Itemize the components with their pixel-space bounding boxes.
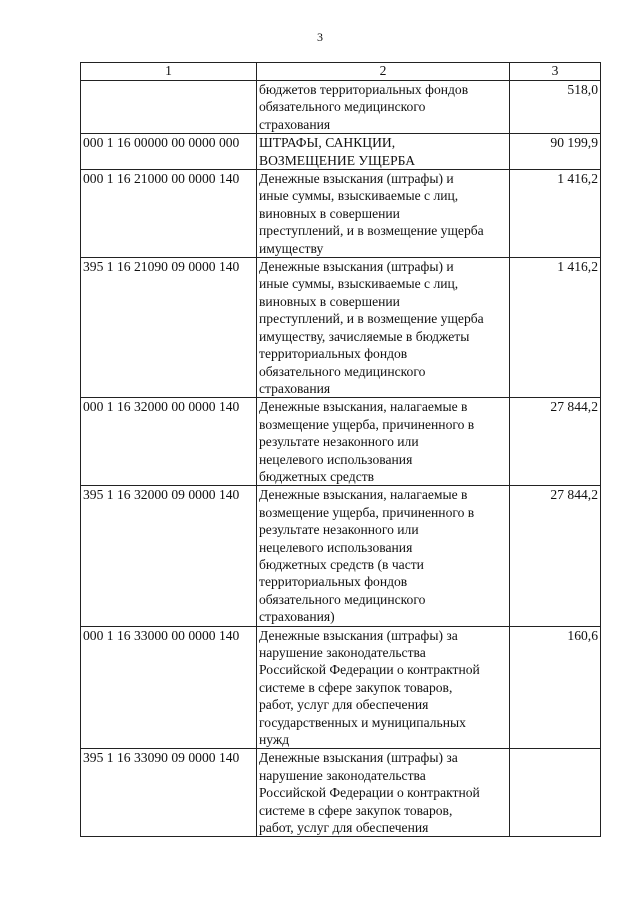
column-header-amount: 3 [510, 63, 601, 81]
amount-value: 1 416,2 [510, 170, 601, 258]
table-row [81, 749, 601, 837]
column-header-name: 2 [257, 63, 510, 81]
budget-revenue-table [80, 62, 601, 837]
revenue-name: Денежные взыскания (штрафы) и иные суммы, взыскиваемые с лиц, виновных в совершении преступлений, и в возмещение ущерба имуществу, зачисляемые в бюджеты территориальных фондов обязательного медицинского страхования [257, 258, 510, 398]
table-row [81, 398, 601, 486]
amount-value [510, 749, 601, 837]
amount-value: 27 844,2 [510, 486, 601, 626]
table-header-row [81, 63, 601, 81]
revenue-name: ШТРАФЫ, САНКЦИИ, ВОЗМЕЩЕНИЕ УЩЕРБА [257, 134, 510, 170]
amount-value: 27 844,2 [510, 398, 601, 486]
amount-value: 1 416,2 [510, 258, 601, 398]
amount-value: 518,0 [510, 81, 601, 134]
amount-value: 160,6 [510, 626, 601, 749]
revenue-name: Денежные взыскания (штрафы) за нарушение законодательства Российской Федерации о контрактной системе в сфере закупок товаров, работ, услуг для обеспечения [257, 749, 510, 837]
table-row [81, 486, 601, 626]
classification-code: 000 1 16 21000 00 0000 140 [81, 170, 257, 258]
amount-value: 90 199,9 [510, 134, 601, 170]
revenue-name: Денежные взыскания, налагаемые в возмещение ущерба, причиненного в результате незаконного или нецелевого использования бюджетных средств [257, 398, 510, 486]
classification-code: 000 1 16 32000 00 0000 140 [81, 398, 257, 486]
classification-code: 395 1 16 33090 09 0000 140 [81, 749, 257, 837]
page-number: 3 [317, 30, 323, 44]
revenue-name: бюджетов территориальных фондов обязательного медицинского страхования [257, 81, 510, 134]
classification-code: 000 1 16 33000 00 0000 140 [81, 626, 257, 749]
revenue-name: Денежные взыскания, налагаемые в возмещение ущерба, причиненного в результате незаконного или нецелевого использования бюджетных средств (в части территориальных фондов обязательного медицинского страхования) [257, 486, 510, 626]
revenue-name: Денежные взыскания (штрафы) и иные суммы, взыскиваемые с лиц, виновных в совершении преступлений, и в возмещение ущерба имуществу [257, 170, 510, 258]
table-row [81, 626, 601, 749]
table-row [81, 81, 601, 134]
revenue-name: Денежные взыскания (штрафы) за нарушение законодательства Российской Федерации о контрактной системе в сфере закупок товаров, работ, услуг для обеспечения государственных и муниципальных нужд [257, 626, 510, 749]
table-row [81, 258, 601, 398]
column-header-code: 1 [81, 63, 257, 81]
table-row [81, 170, 601, 258]
table-row [81, 134, 601, 170]
classification-code: 000 1 16 00000 00 0000 000 [81, 134, 257, 170]
classification-code [81, 81, 257, 134]
classification-code: 395 1 16 21090 09 0000 140 [81, 258, 257, 398]
classification-code: 395 1 16 32000 09 0000 140 [81, 486, 257, 626]
